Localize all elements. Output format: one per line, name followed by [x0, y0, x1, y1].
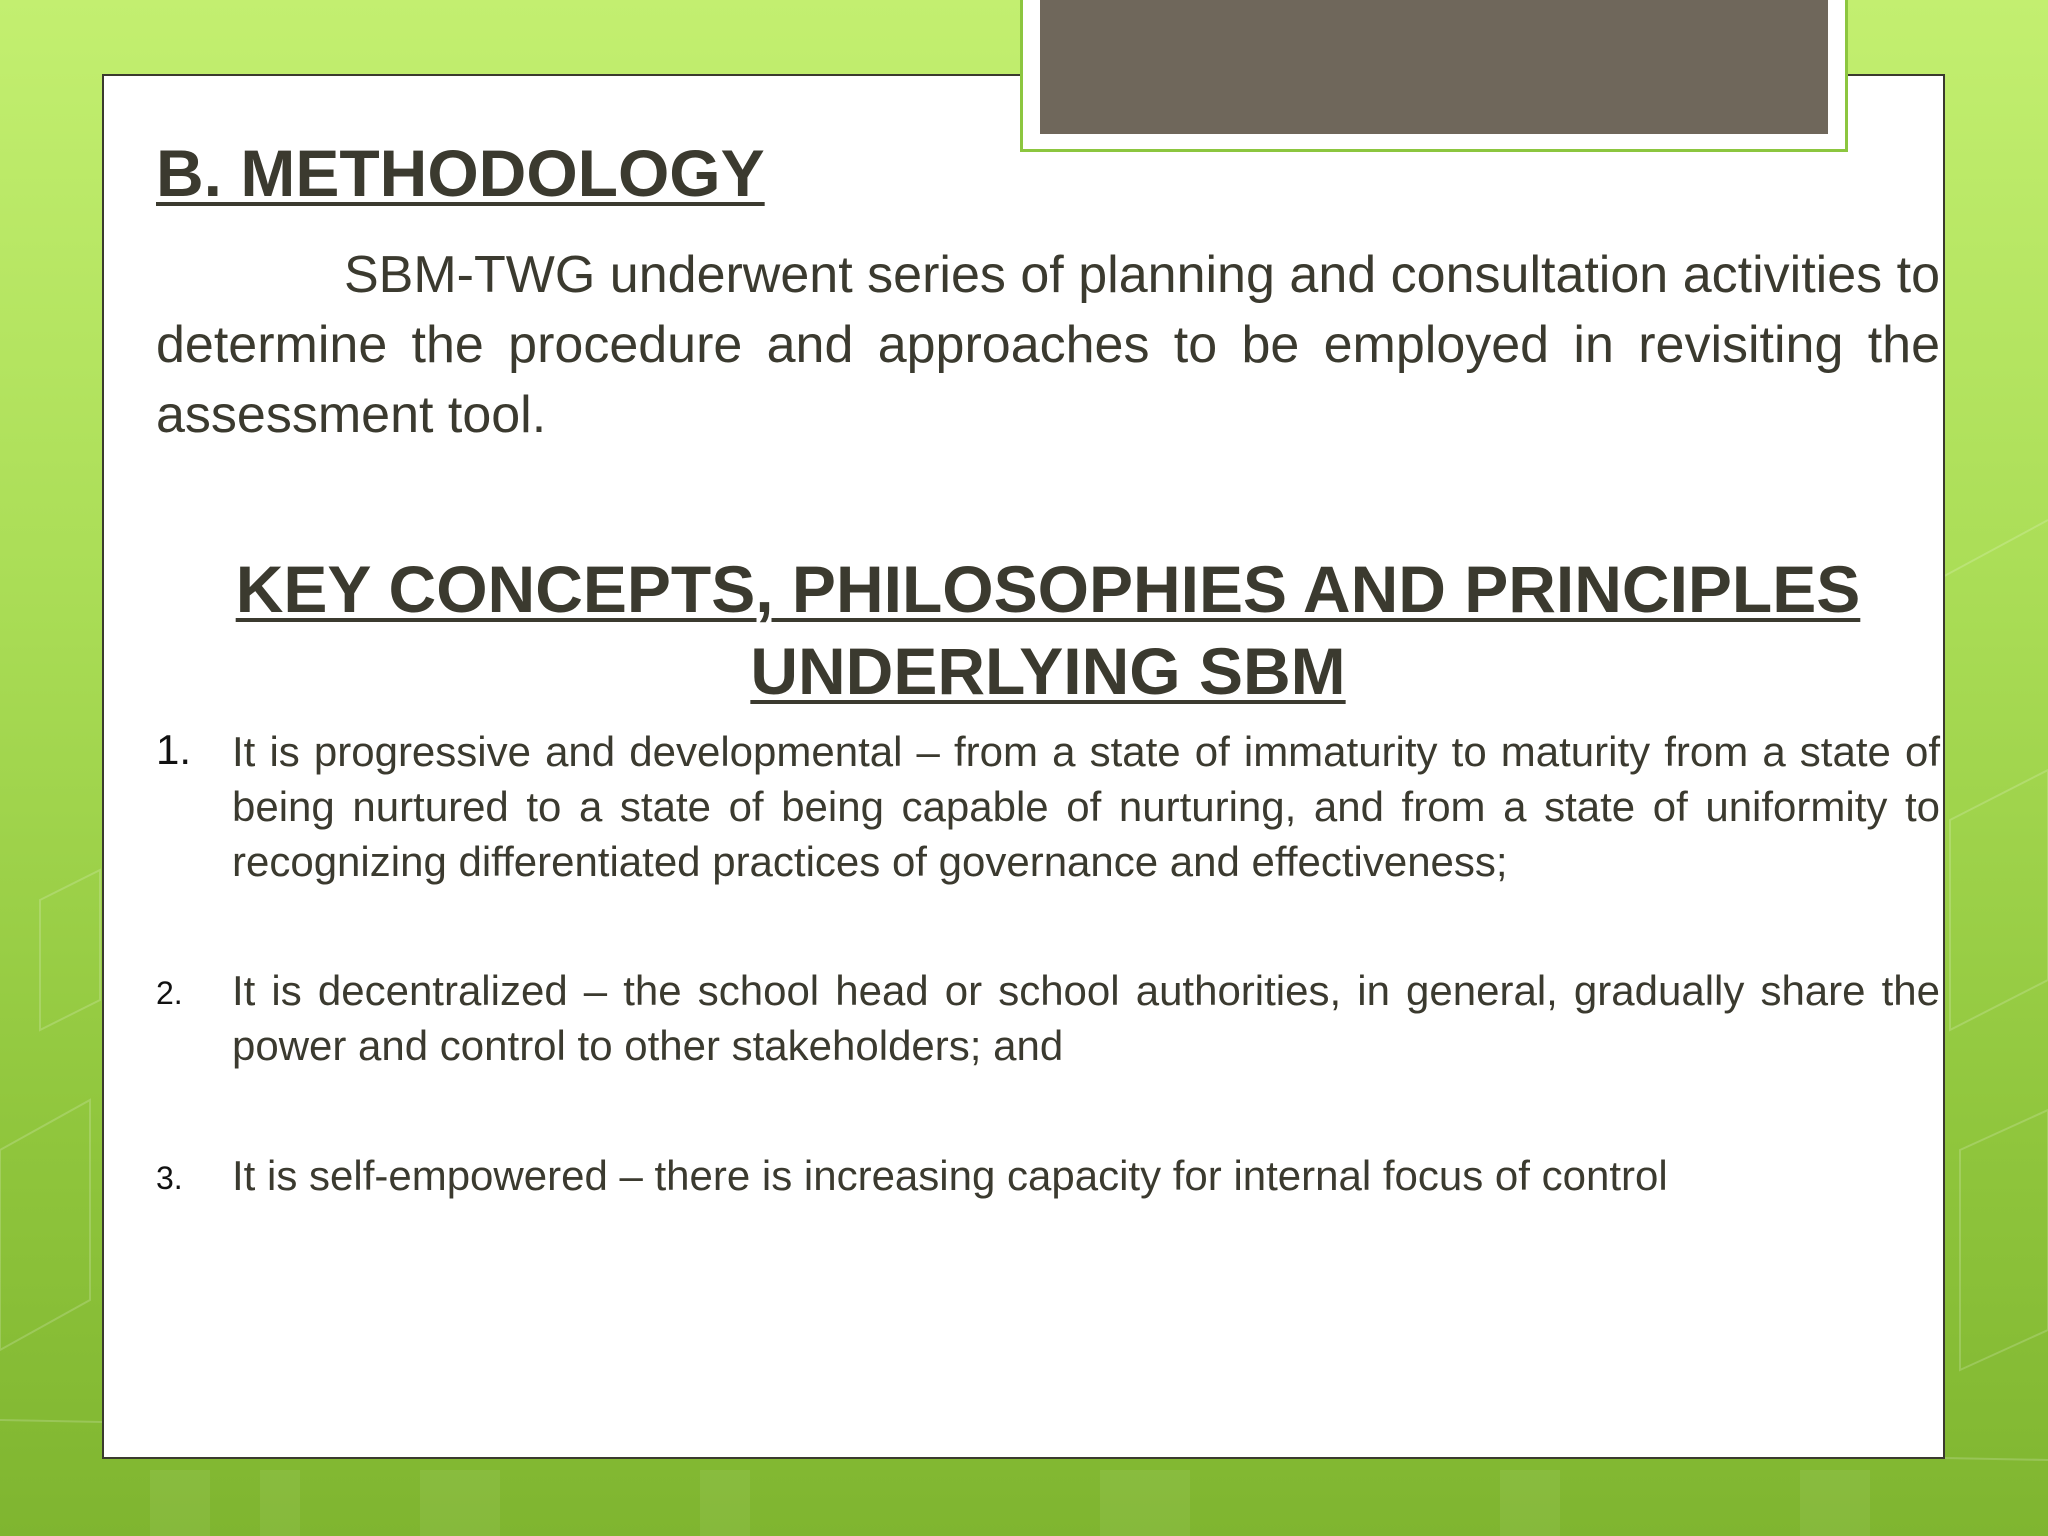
list-item-number: 3.	[156, 1160, 183, 1196]
list-item-text: It is progressive and developmental – from a state of immaturity to maturity from a state of being nurtured to a state of being capable of nurturing, and from a state of uniformity to recognizing differentiated practices of governance and effectiveness;	[232, 728, 1940, 885]
methodology-heading: B. METHODOLOGY	[156, 136, 765, 210]
methodology-paragraph: SBM-TWG underwent series of planning and consultation activities to determine the procedure and approaches to be employed in revisiting the assessment tool.	[156, 246, 1940, 444]
title-placeholder-box	[1040, 0, 1828, 134]
key-concepts-heading-line2: UNDERLYING SBM	[750, 634, 1346, 708]
key-concepts-heading-line1: KEY CONCEPTS, PHILOSOPHIES AND PRINCIPLES	[235, 552, 1861, 626]
list-item-text: It is decentralized – the school head or school authorities, in general, gradually share the power and control to other stakeholders; and	[232, 967, 1940, 1069]
key-concepts-heading	[156, 548, 1940, 712]
list-item-text: It is self-empowered – there is increasing capacity for internal focus of control	[232, 1152, 1668, 1199]
list-item-number: 1.	[156, 726, 192, 773]
list-item-number: 2.	[156, 975, 183, 1011]
